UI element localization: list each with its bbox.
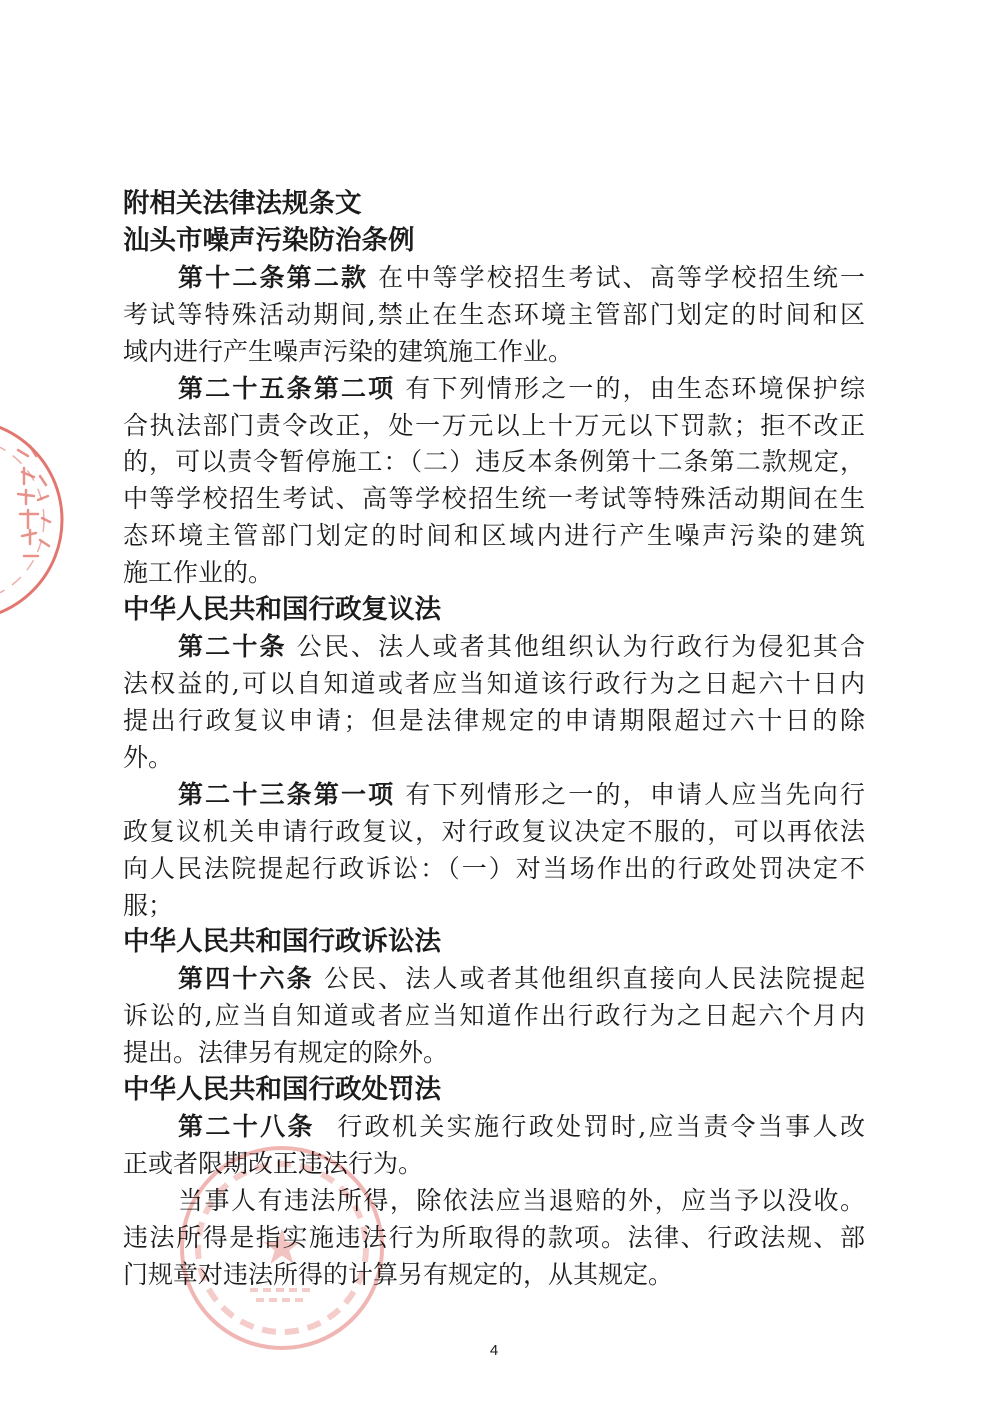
line-text: 有下列情形之一的，由生态环境保护综: [405, 373, 865, 403]
text-line: 服；: [123, 890, 174, 920]
text-line: 法权益的,可以自知道或者应当知道该行政行为之日起六十日内: [123, 668, 865, 698]
article-paragraph: [123, 1183, 865, 1294]
line-text: 在中等学校招生考试、高等学校招生统一: [378, 262, 865, 292]
article-label: 第二十条: [178, 632, 287, 662]
text-line: 政复议机关申请行政复议，对行政复议决定不服的，可以再依法: [123, 816, 865, 846]
text-line: 外。: [123, 742, 174, 772]
text-line: [178, 1109, 865, 1146]
law-section: [123, 1072, 865, 1294]
law-section: [123, 223, 865, 592]
text-line: 诉讼的,应当自知道或者应当知道作出行政行为之日起六个月内: [123, 1001, 865, 1031]
document-body: [123, 186, 865, 1294]
law-section: [123, 924, 865, 1072]
article-label: 第十二条第二款: [178, 262, 369, 292]
article-paragraph: [123, 1109, 865, 1183]
law-heading: 中华人民共和国行政处罚法: [123, 1074, 441, 1106]
text-line: [178, 961, 865, 998]
text-line: 正或者限期改正违法行为。: [123, 1148, 424, 1178]
law-heading: 汕头市噪声污染防治条例: [123, 224, 415, 256]
article-paragraph: [123, 961, 865, 1072]
text-line: 当事人有违法所得，除依法应当退赔的外，应当予以没收。: [178, 1185, 865, 1215]
line-text: 有下列情形之一的，申请人应当先向行: [405, 779, 865, 809]
line-text: 公民、法人或者其他组织直接向人民法院提起: [323, 964, 865, 994]
line-text: 公民、法人或者其他组织认为行政行为侵犯其合: [296, 632, 865, 662]
article-label: 第二十八条: [178, 1112, 315, 1142]
text-line: [178, 777, 865, 814]
text-line: 施工作业的。: [123, 558, 274, 588]
text-line: [178, 371, 865, 408]
law-section: [123, 592, 865, 924]
article-paragraph: [123, 260, 865, 371]
text-line: 考试等特殊活动期间,禁止在生态环境主管部门划定的时间和区: [123, 299, 865, 329]
article-label: 第二十五条第二项: [178, 373, 396, 403]
article-label: 第四十六条: [178, 964, 314, 994]
text-line: 态环境主管部门划定的时间和区域内进行产生噪声污染的建筑: [123, 521, 865, 551]
official-seal-left-partial: [0, 410, 75, 630]
text-line: 提出。法律另有规定的除外。: [123, 1038, 449, 1068]
text-line: 提出行政复议申请；但是法律规定的申请期限超过六十日的除: [123, 705, 865, 735]
text-line: 的，可以责令暂停施工：（二）违反本条例第十二条第二款规定，: [123, 447, 865, 477]
article-paragraph: [123, 371, 865, 593]
law-heading: 中华人民共和国行政复议法: [123, 594, 441, 626]
page-number: 4: [489, 1342, 499, 1359]
text-line: 向人民法院提起行政诉讼：（一）对当场作出的行政处罚决定不: [123, 853, 865, 883]
line-text: 行政机关实施行政处罚时,应当责令当事人改: [337, 1112, 865, 1142]
text-line: 合执法部门责令改正，处一万元以上十万元以下罚款；拒不改正: [123, 410, 865, 440]
article-paragraph: [123, 777, 865, 925]
law-heading: 中华人民共和国行政诉讼法: [123, 926, 441, 958]
text-line: [178, 629, 865, 666]
text-line: 中等学校招生考试、高等学校招生统一考试等特殊活动期间在生: [123, 484, 865, 514]
text-line: 门规章对违法所得的计算另有规定的，从其规定。: [123, 1259, 674, 1289]
text-line: 违法所得是指实施违法行为所取得的款项。法律、行政法规、部: [123, 1222, 865, 1252]
text-line: [178, 260, 865, 297]
article-paragraph: [123, 629, 865, 777]
document-title: 附相关法律法规条文: [123, 188, 362, 219]
article-label: 第二十三条第一项: [178, 779, 396, 809]
text-line: 域内进行产生噪声污染的建筑施工作业。: [123, 336, 574, 366]
